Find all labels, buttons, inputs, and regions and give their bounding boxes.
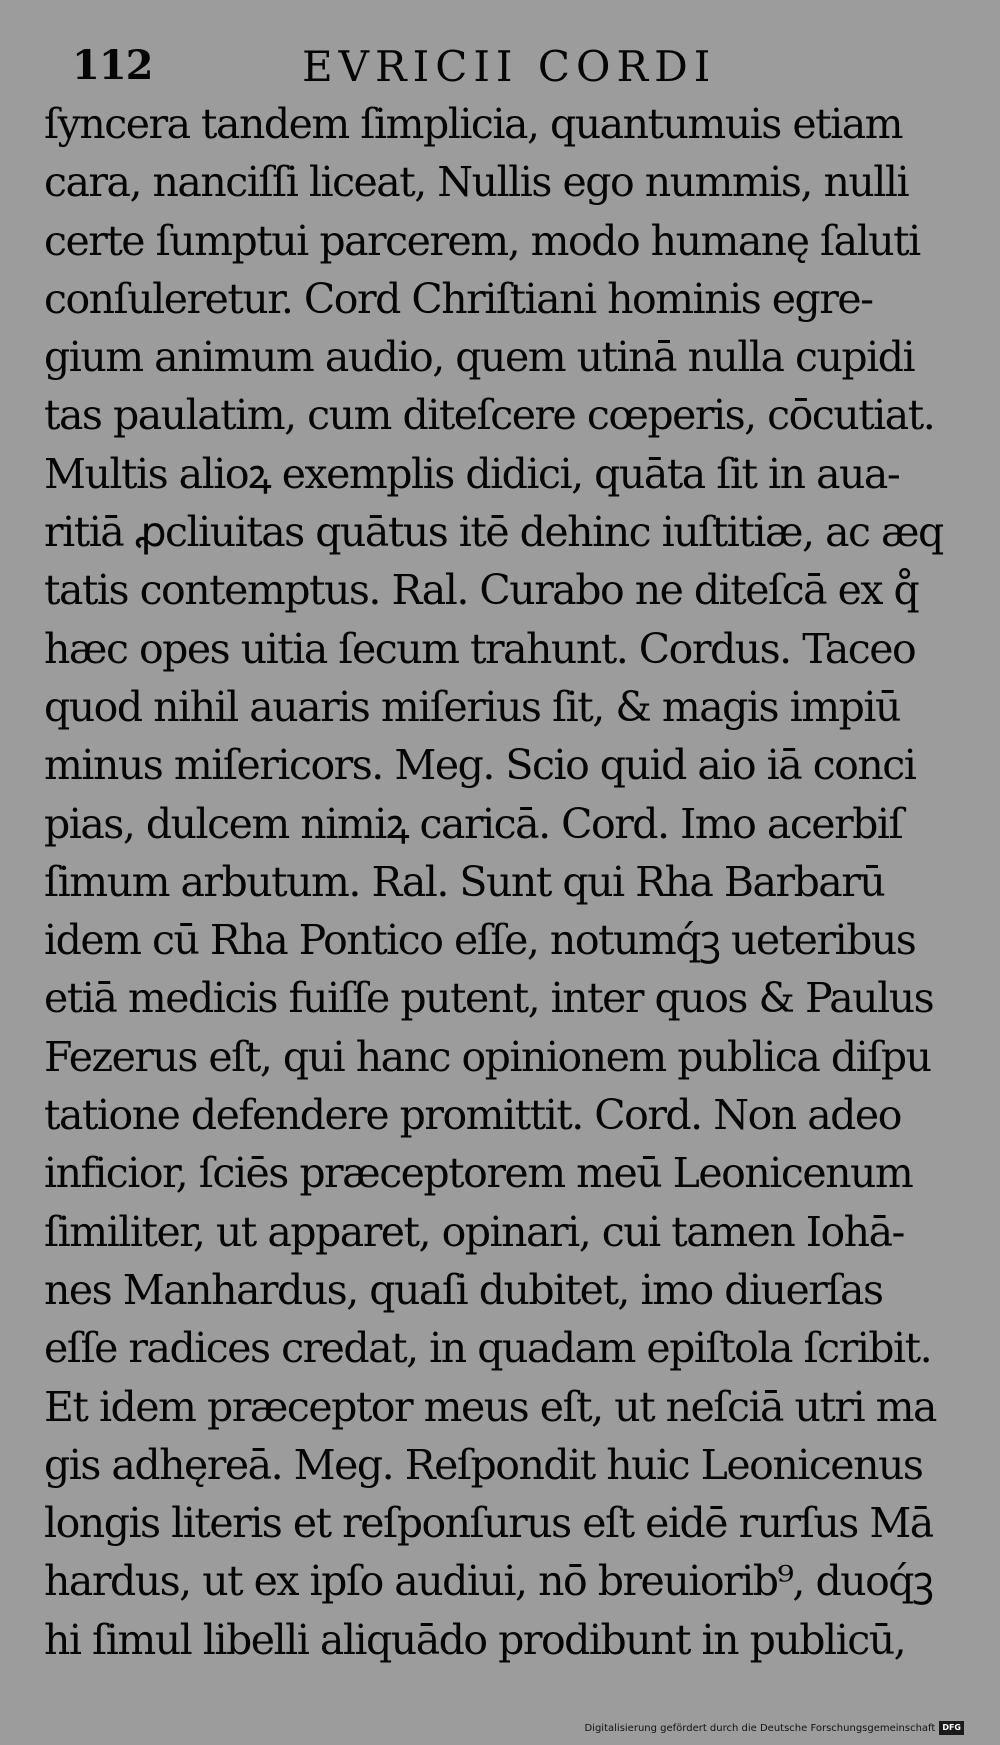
text-line: idem cū Rha Pontico eſſe, notumq́ꝫ ueteribus <box>44 916 916 965</box>
text-line: hæc opes uitia ſecum trahunt. Cordus. Taceo <box>44 624 916 673</box>
page-number: 112 <box>72 42 153 89</box>
body-text <box>44 95 964 1669</box>
text-line: hardus, ut ex ipſo audiui, nō breuiorib⁹, duoq́ꝫ <box>44 1557 933 1606</box>
digitization-credit <box>584 1719 964 1737</box>
text-line: pias, dulcem nimiꝝ caricā. Cord. Imo acerbiſ <box>44 799 903 848</box>
text-line: ritiā ꝓcliuitas quātus itē dehinc iuſtitiæ, ac æq <box>44 508 943 557</box>
text-line: quod nihil auaris miſerius ſit, & magis impiū <box>44 682 900 731</box>
text-line: gium animum audio, quem utinā nulla cupidi <box>44 333 915 382</box>
text-line: cara, nanciſſi liceat, Nullis ego nummis, nulli <box>44 158 909 207</box>
text-line: minus miſericors. Meg. Scio quid aio iā conci <box>44 741 916 790</box>
text-line: tatione defendere promittit. Cord. Non adeo <box>44 1091 901 1140</box>
text-line: certe ſumptui parcerem, modo humanę ſaluti <box>44 216 920 265</box>
dfg-logo: DFG <box>939 1721 964 1735</box>
text-line: Multis alioꝝ exemplis didici, quāta ſit in aua- <box>44 449 900 498</box>
text-line: tatis contemptus. Ral. Curabo ne diteſcā ex q̊ <box>44 566 919 615</box>
text-line: hi ſimul libelli aliquādo prodibunt in publicū, <box>44 1615 906 1664</box>
text-line: gis adhęreā. Meg. Reſpondit huic Leonicenus <box>44 1440 923 1489</box>
text-line: etiā medicis fuiſſe putent, inter quos & Paulus <box>44 974 934 1023</box>
text-line: inficior, ſciēs præceptorem meū Leonicenum <box>44 1149 913 1198</box>
running-head: EVRICII CORDI <box>302 42 717 91</box>
text-line: Fezerus eſt, qui hanc opinionem publica diſpu <box>44 1032 931 1081</box>
text-line: Et idem præceptor meus eſt, ut neſciā utri ma <box>44 1382 936 1431</box>
text-line: eſſe radices credat, in quadam epiſtola ſcribit. <box>44 1324 932 1373</box>
text-line: nes Manhardus, quaſi dubitet, imo diuerſas <box>44 1265 883 1314</box>
credit-text: Digitalisierung gefördert durch die Deutsche Forschungsgemeinschaft <box>584 1722 936 1734</box>
text-line: ſimiliter, ut apparet, opinari, cui tamen Iohā- <box>44 1207 904 1256</box>
page-header <box>72 38 952 94</box>
text-line: conſuleretur. Cord Chriſtiani hominis egre- <box>44 274 873 323</box>
text-line: ſyncera tandem ſimplicia, quantumuis etiam <box>44 100 903 148</box>
text-line: longis literis et reſponſurus eſt eidē rurſus Mā <box>44 1499 933 1548</box>
text-line: tas paulatim, cum diteſcere cœperis, cōcutiat. <box>44 391 935 440</box>
text-line: ſimum arbutum. Ral. Sunt qui Rha Barbarū <box>44 857 885 906</box>
